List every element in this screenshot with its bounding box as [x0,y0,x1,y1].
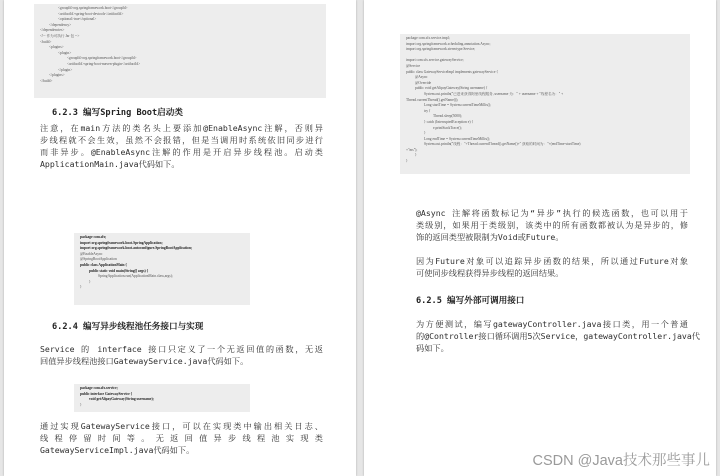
code-line: Long startTime = System.currentTimeMillis(); [424,103,492,108]
paragraph-line: 线 程 停 留 时 间 等 。 无 返 回 值 异 步 线 程 池 实 现 类 [40,433,323,443]
code-line: public interface GatewayService { [80,391,133,396]
paragraph-future [416,255,688,279]
paragraph-controller [416,318,700,354]
code-line: <plugins> [49,45,64,50]
code-line: <groupId>org.springframework.boot</groupId> [67,56,137,61]
code-line: @EnableAsync [80,251,103,256]
code-line: public class ApplicationMain { [80,262,127,267]
code-line: import com.sfx.service.gatewayService; [406,58,464,63]
code-line: @Service [406,63,421,68]
heading-6-2-4: 6.2.4 编写异步线程池任务接口与实现 [52,322,204,332]
code-line: public static void main(String[] args) { [89,268,149,273]
code-line: <optional>true</optional> [58,17,97,22]
right-page [364,0,716,476]
paragraph-line: 的@Controller接口循环调用5次Service，gatewayController.java代 [416,331,700,341]
code-line: <plugin> [58,50,72,55]
code-line: } [80,402,82,407]
paragraph-line: 因为Future对象可以追踪异步函数的结果，所以通过Future对象 [416,256,688,266]
paragraph-line: ApplicationMain.java代码如下。 [40,159,180,169]
code-line: <build> [40,39,52,44]
paragraph-gateway-service [40,343,323,367]
paragraph-line: 回值异步线程池接口GatewayService.java代码如下。 [40,356,249,366]
paragraph-line: 为方便测试，编写gatewayController.java接口类，用一个普通 [416,319,688,329]
left-page [4,0,356,476]
code-line: package com.sfx.service.impl; [406,36,450,40]
code-block-gateway-service [74,384,250,412]
paragraph-line: 注意，在main方法的类名头上要添加@EnableAsync注解，否则异 [40,123,323,133]
code-line: @Async [415,75,428,80]
code-line: @Override [415,80,432,85]
code-line: <artifactId>spring-boot-devtools</artifactId> [58,11,124,16]
code-line: </plugins> [49,73,65,78]
code-line: package com.sfx; [80,235,107,239]
code-block-pom [34,4,326,98]
code-line: System.out.println("线程："+Thread.currentThread().getName()+" 获取的时间为："+(endTime-startTime) [424,142,581,147]
paragraph-async-annotation [416,207,688,243]
code-line: } [89,279,91,284]
code-line: Thread.sleep(5000); [433,114,463,119]
code-line: } [424,131,426,136]
csdn-watermark: CSDN @Java技术那些事儿 [532,453,710,469]
code-line: } [406,159,408,164]
code-line: public class GatewayServiceImpl implements gatewayService { [406,69,499,74]
code-block-gateway-service-impl [400,34,690,174]
code-line: import org.springframework.boot.autoconfigure.SpringBootApplication; [80,246,193,251]
code-line: @SpringBootApplication [80,257,117,262]
paragraph-line: 而非异步。@EnableAsync注解的作用是开启异步线程池。启动类 [40,147,323,157]
paragraph-line: 饰的返回类型被限制为Void或Future。 [416,232,564,242]
code-line: import org.springframework.stereotype.Service; [406,47,476,52]
code-line: <artifactId>spring-boot-maven-plugin</artifactId> [67,61,141,66]
code-line: System.out.println("已进来获得阿里线程服务, username 为：" + username + "线程名为：" + [424,91,564,96]
heading-6-2-3: 6.2.3 编写Spring Boot启动类 [52,108,183,118]
paragraph-line: @Async 注解将函数标记为“异步”执行的候选函数，也可以用于 [416,208,688,218]
code-line: SpringApplication.run(ApplicationMain.class,args); [98,274,173,279]
code-line: package com.sfx.service; [80,386,118,390]
heading-6-2-5: 6.2.5 编写外部可调用接口 [416,296,525,306]
paragraph-line: 码如下。 [416,343,449,353]
code-line: </plugin> [58,67,73,72]
code-line: } catch (InterruptedException e) { [424,119,474,124]
code-line: </dependency> [49,22,72,27]
paragraph-enable-async [40,122,323,170]
code-block-application-main [74,233,250,305]
code-line: </build> [40,78,53,83]
code-line: void getAlipayGateway(String username); [89,397,154,402]
code-line: import org.springframework.scheduling.annotation.Async; [406,41,491,46]
paragraph-line: 类级别，如果用于类级别，该类中的所有函数都被认为是异步的，修 [416,220,688,230]
paragraph-line: 可使同步线程获得异步线程的返回结果。 [416,268,564,278]
code-line: try { [424,108,431,113]
paragraph-line: 步线程就不会生效，虽然不会报错，但是当调用时系统依旧同步进行 [40,135,323,145]
code-line: <groupId>org.springframework.boot</groupId> [58,6,128,10]
code-line: e.printStackTrace(); [433,125,462,130]
paragraph-gateway-service-impl [40,420,323,456]
code-line: </dependencies> [40,28,65,33]
paragraph-line: GatewayServiceImpl.java代码如下。 [40,445,195,455]
code-line: <!-- 作为可执行 Jar 包 --> [40,33,80,38]
paragraph-line: 通过实现GatewayService接口，可以在实现类中输出相关日志、 [40,421,323,431]
code-line: +"ms"); [406,147,418,152]
code-line: Long endTime = System.currentTimeMillis(); [424,136,491,141]
code-line: import org.springframework.boot.SpringApplication; [80,240,163,245]
code-line: } [415,153,417,158]
code-line: } [80,285,82,290]
paragraph-line: Service 的 interface 接口只定义了一个无返回值的函数，无返 [40,344,323,354]
code-line: public void getAlipayGateway(String username) { [415,86,488,91]
code-line: Thread.currentThread().getName()); [406,97,459,102]
